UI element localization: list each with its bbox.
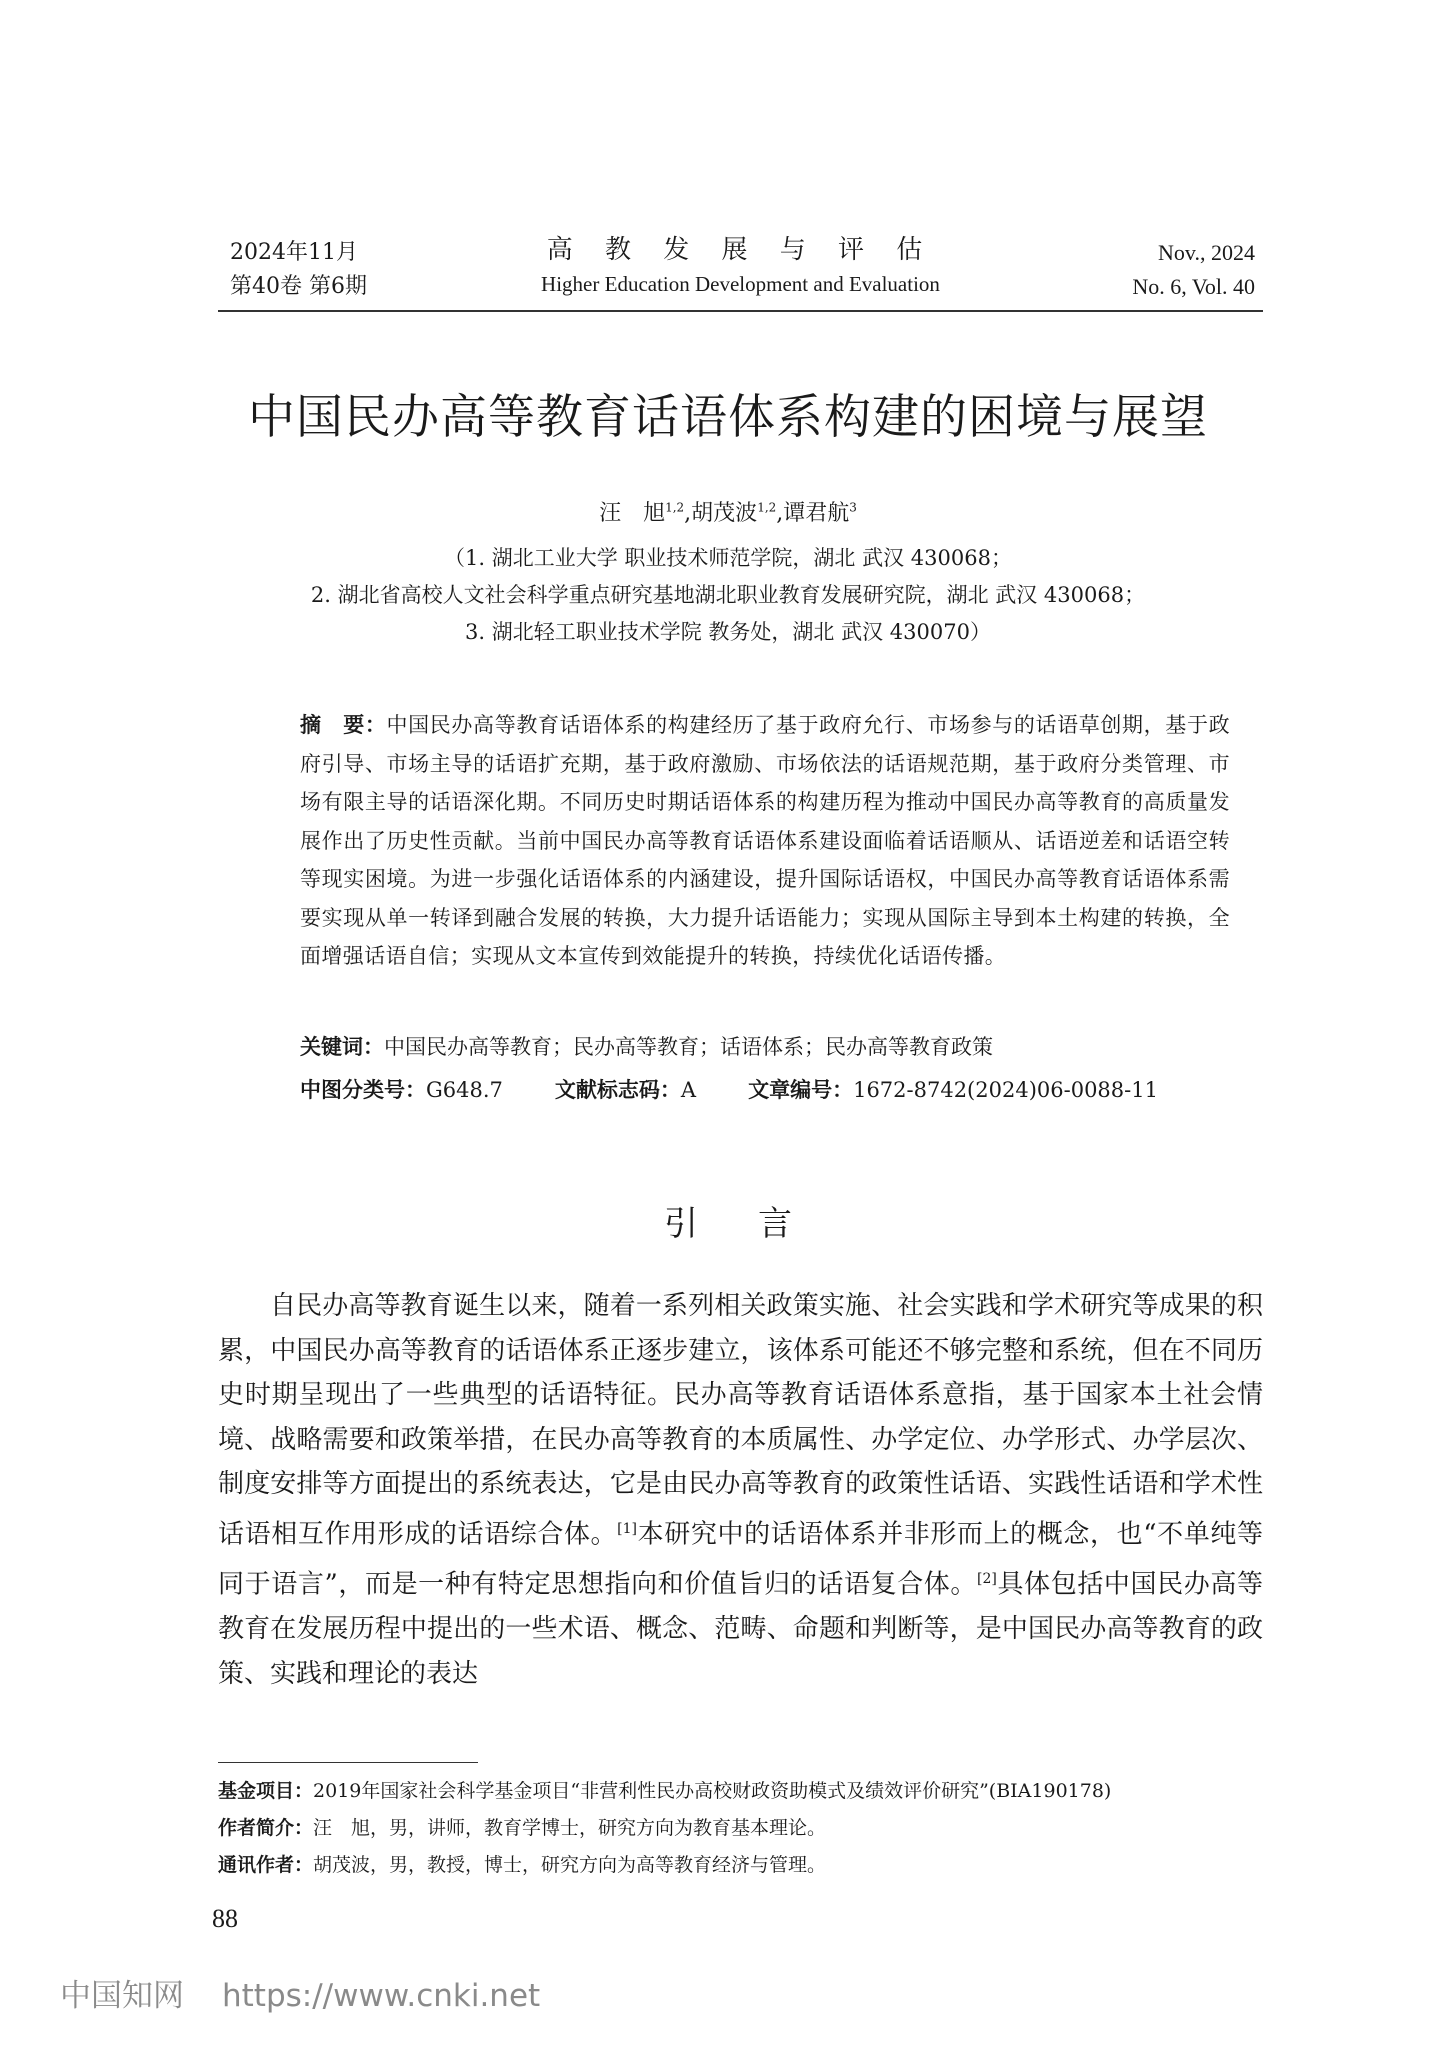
footnote-label: 通讯作者： (218, 1854, 314, 1876)
footnote-label: 基金项目： (218, 1780, 314, 1802)
body-text (218, 1284, 1263, 1697)
abstract (300, 706, 1230, 976)
cnki-watermark (60, 1970, 540, 2015)
watermark-url[interactable]: https://www.cnki.net (222, 1978, 541, 2014)
paragraph-text: 自民办高等教育诞生以来，随着一系列相关政策实施、社会实践和学术研究等成果的积累，中国民办高等教育的话语体系正逐步建立，该体系可能还不够完整和系统，但在不同历史时期呈现出了一些典型的话语特征。民办高等教育话语体系意指，基于国家本土社会情境、战略需要和政策举措，在民办高等教育的本质属性、办学定位、办学形式、办学层次、制度安排等方面提出的系统表达，它是由民办高等教育的政策性话语、实践性话语和学术性话语相互作用形成的话语综合体。 (218, 1291, 1263, 1550)
author-list: 汪 旭$^{1,2}$,胡茂波$^{1,2}$,谭君航$^3$ (599, 500, 857, 526)
author-name: 胡茂波 (691, 501, 758, 526)
header-center (218, 232, 1263, 300)
header-issue-cn: 第40卷 第6期 (230, 274, 367, 299)
footnote-funding (218, 1776, 1263, 1806)
author-name: 谭君航 (783, 501, 850, 526)
article-no-label: 文章编号： (748, 1078, 854, 1102)
classification-line (300, 1074, 1230, 1106)
author-affil-mark: 3 (849, 500, 857, 515)
doc-code-value: A (680, 1078, 697, 1102)
author-affil-mark: 1,2 (757, 500, 777, 515)
header-right (1132, 236, 1255, 304)
journal-name-en: Higher Education Development and Evaluation (541, 272, 940, 296)
paragraph-text: 具体包括中国民办高等教育在发展历程中提出的一些术语、概念、范畴、命题和判断等，是中国民办高等教育的政策、实践和理论的表达 (218, 1569, 1263, 1690)
header-issue-en: No. 6, Vol. 40 (1132, 274, 1255, 299)
watermark-site: 中国知网 (60, 1978, 184, 2014)
citation-ref[interactable]: [1] (617, 1520, 638, 1537)
abstract-label: 摘 要： (300, 713, 387, 737)
clc-label: 中图分类号： (300, 1078, 426, 1102)
footnote-corresponding (218, 1850, 1263, 1880)
keywords-label: 关键词： (300, 1035, 384, 1059)
footnote-text: 2019年国家社会科学基金项目“非营利性民办高校财政资助模式及绩效评价研究”(BIA190178) (313, 1780, 1112, 1802)
running-header (218, 228, 1263, 312)
header-date-en: Nov., 2024 (1158, 240, 1255, 265)
keywords (300, 1031, 1230, 1063)
clc-value: G648.7 (426, 1078, 503, 1102)
citation-ref[interactable]: [2] (977, 1571, 997, 1588)
footnote-text: 胡茂波，男，教授，博士，研究方向为高等教育经济与管理。 (313, 1854, 827, 1876)
affiliations (0, 540, 1456, 651)
keywords-text: 中国民办高等教育；民办高等教育；话语体系；民办高等教育政策 (384, 1035, 993, 1059)
affiliation-line: （1. 湖北工业大学 职业技术师范学院，湖北 武汉 430068； (444, 546, 1012, 570)
section-title: 引言 (664, 1204, 852, 1244)
abstract-text: 中国民办高等教育话语体系的构建经历了基于政府允行、市场参与的话语草创期，基于政府引导、市场主导的话语扩充期，基于政府激励、市场依法的话语规范期，基于政府分类管理、市场有限主导的话语深化期。不同历史时期话语体系的构建历程为推动中国民办高等教育的高质量发展作出了历史性贡献。当前中国民办高等教育话语体系建设面临着话语顺从、话语逆差和话语空转等现实困境。为进一步强化话语体系的内涵建设，提升国际话语权，中国民办高等教育话语体系需要实现从单一转译到融合发展的转换，大力提升话语能力；实现从国际主导到本土构建的转换，全面增强话语自信；实现从文本宣传到效能提升的转换，持续优化话语传播。 (300, 713, 1230, 968)
header-date-cn: 2024年11月 (230, 240, 358, 265)
paragraph (218, 1284, 1263, 1697)
page-number: 88 (212, 1904, 238, 1933)
paper-title: 中国民办高等教育话语体系构建的困境与展望 (248, 390, 1208, 445)
article-no-value: 1672-8742(2024)06-0088-11 (853, 1078, 1158, 1102)
author-affil-mark: 1,2 (665, 500, 685, 515)
affiliation-line: 2. 湖北省高校人文社会科学重点研究基地湖北职业教育发展研究院，湖北 武汉 430068； (310, 583, 1146, 607)
footnote-author-bio (218, 1813, 1263, 1843)
affiliation-line: 3. 湖北轻工职业技术学院 教务处，湖北 武汉 430070） (465, 620, 991, 644)
footnote-label: 作者简介： (218, 1817, 314, 1839)
footnote-text: 汪 旭，男，讲师，教育学博士，研究方向为教育基本理论。 (313, 1817, 827, 1839)
paragraph-text: 本研究中的话语体系并非形而上的概念，也“不单纯等同于语言”，而是一种有特定思想指向和价值旨归的话语复合体。 (218, 1519, 1263, 1600)
author-name: 汪 旭 (599, 501, 666, 526)
doc-code-label: 文献标志码： (554, 1078, 681, 1102)
journal-name-cn: 高 教 发 展 与 评 估 (546, 235, 935, 265)
footnote-rule (218, 1762, 478, 1763)
